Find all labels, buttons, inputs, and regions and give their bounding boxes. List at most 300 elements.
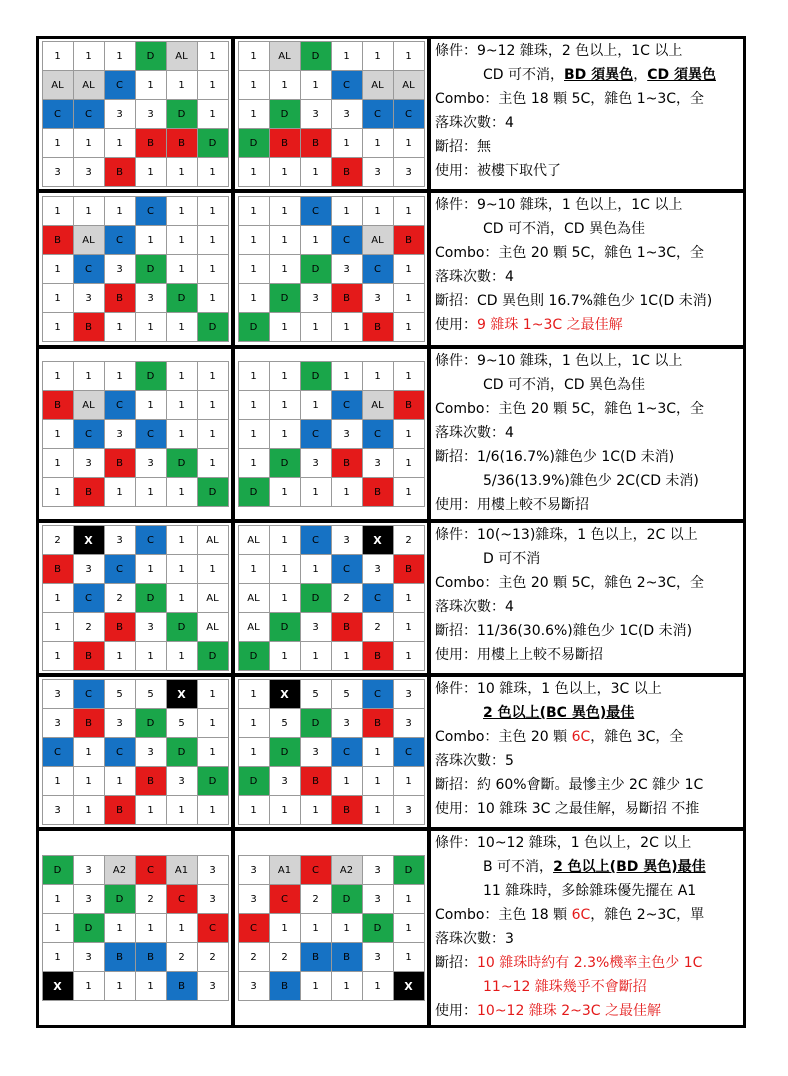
orb-cell: 1 <box>166 158 197 187</box>
grid-row <box>42 158 228 187</box>
orb-cell: D <box>135 709 166 738</box>
orb-cell: 3 <box>393 796 424 825</box>
orb-cell: 2 <box>197 943 228 972</box>
description-line <box>435 159 739 183</box>
orb-cell: 1 <box>393 642 424 671</box>
orb-cell: B <box>135 129 166 158</box>
orb-cell: AL <box>73 391 104 420</box>
orb-cell: 1 <box>166 555 197 584</box>
grid-row <box>42 526 228 555</box>
orb-cell: 1 <box>166 796 197 825</box>
grid-panel-right <box>235 39 427 189</box>
orb-cell: 1 <box>300 71 331 100</box>
orb-cell: 1 <box>362 362 393 391</box>
orb-cell: 1 <box>393 767 424 796</box>
description-line <box>435 39 739 63</box>
orb-cell: 1 <box>73 738 104 767</box>
orb-cell: B <box>269 129 300 158</box>
orb-cell: 3 <box>197 885 228 914</box>
orb-cell: A1 <box>166 856 197 885</box>
orb-cell: 1 <box>331 197 362 226</box>
orb-cell: 1 <box>197 420 228 449</box>
orb-cell: 1 <box>331 42 362 71</box>
grid-row <box>238 767 424 796</box>
orb-cell: D <box>166 613 197 642</box>
grid-row <box>42 767 228 796</box>
orb-cell: 1 <box>238 391 269 420</box>
grid-row <box>42 226 228 255</box>
orb-cell: 3 <box>331 420 362 449</box>
orb-cell: 3 <box>73 856 104 885</box>
orb-cell: 3 <box>362 856 393 885</box>
orb-cell: 1 <box>300 158 331 187</box>
grid-row <box>238 100 424 129</box>
grid-row <box>42 284 228 313</box>
orb-cell: B <box>104 158 135 187</box>
orb-cell: D <box>238 313 269 342</box>
grid-panel-right <box>235 193 427 345</box>
orb-cell: AL <box>73 71 104 100</box>
orb-cell: 2 <box>135 885 166 914</box>
orb-cell: 1 <box>300 555 331 584</box>
orb-cell: AL <box>73 226 104 255</box>
orb-cell: 2 <box>300 885 331 914</box>
description-line <box>435 313 739 337</box>
orb-cell: 1 <box>362 42 393 71</box>
description-line <box>435 975 739 999</box>
orb-cell: 5 <box>135 680 166 709</box>
text-segment: 條件：9~12 雜珠，2 色以上，1C 以上 <box>435 43 683 59</box>
orb-cell: 3 <box>362 885 393 914</box>
grid-panel-right <box>235 831 427 1025</box>
grid-row <box>238 362 424 391</box>
orb-cell: 1 <box>73 129 104 158</box>
orb-cell: 1 <box>393 914 424 943</box>
orb-cell: D <box>135 255 166 284</box>
orb-cell: 1 <box>269 478 300 507</box>
orb-cell: 1 <box>331 362 362 391</box>
orb-cell: C <box>362 584 393 613</box>
orb-cell: 1 <box>269 420 300 449</box>
strategy-section <box>39 193 743 345</box>
orb-cell: 1 <box>104 362 135 391</box>
orb-cell: B <box>166 972 197 1001</box>
grid-row <box>238 680 424 709</box>
orb-cell: 1 <box>238 796 269 825</box>
text-segment: ，雜色 2~3C，單 <box>590 907 705 923</box>
text-segment: 條件：9~10 雜珠，1 色以上，1C 以上 <box>435 197 683 213</box>
orb-cell: C <box>42 100 73 129</box>
orb-cell: 1 <box>362 197 393 226</box>
orb-cell: B <box>331 796 362 825</box>
orb-cell: 1 <box>166 362 197 391</box>
text-segment: 條件：9~10 雜珠，1 色以上，1C 以上 <box>435 353 683 369</box>
orb-cell: 1 <box>197 680 228 709</box>
grid-row <box>42 943 228 972</box>
orb-cell: 1 <box>269 796 300 825</box>
orb-cell: X <box>73 526 104 555</box>
orb-cell: D <box>238 478 269 507</box>
orb-cell: AL <box>362 391 393 420</box>
orb-cell: 1 <box>238 42 269 71</box>
orb-cell: 1 <box>269 555 300 584</box>
strategy-section <box>39 523 743 673</box>
text-segment: 條件：10~12 雜珠，1 色以上，2C 以上 <box>435 835 692 851</box>
orb-cell: B <box>331 449 362 478</box>
orb-cell: 3 <box>269 767 300 796</box>
text-segment: 斷招：1/6(16.7%)雜色少 1C(D 未消) <box>435 449 675 465</box>
description-line <box>435 701 739 725</box>
orb-cell: 1 <box>300 478 331 507</box>
orb-cell: 1 <box>42 284 73 313</box>
orb-cell: 1 <box>42 478 73 507</box>
orb-cell: 1 <box>331 313 362 342</box>
orb-grid-right <box>238 196 425 342</box>
text-segment: 斷招：CD 異色則 16.7%雜色少 1C(D 未消) <box>435 293 713 309</box>
orb-cell: 1 <box>104 129 135 158</box>
orb-cell: 1 <box>238 100 269 129</box>
orb-cell: C <box>73 420 104 449</box>
orb-cell: 1 <box>135 796 166 825</box>
orb-cell: 3 <box>104 709 135 738</box>
orb-cell: C <box>197 914 228 943</box>
grid-row <box>42 313 228 342</box>
orb-cell: 1 <box>269 584 300 613</box>
orb-cell: 1 <box>42 362 73 391</box>
orb-cell: D <box>166 449 197 478</box>
description-line <box>435 879 739 903</box>
orb-cell: 2 <box>166 943 197 972</box>
orb-cell: 1 <box>73 796 104 825</box>
orb-cell: 3 <box>166 767 197 796</box>
orb-cell: B <box>73 709 104 738</box>
text-segment: B 可不消， <box>483 859 554 875</box>
orb-cell: 1 <box>269 642 300 671</box>
orb-cell: 1 <box>393 478 424 507</box>
orb-cell: 1 <box>269 226 300 255</box>
orb-cell: AL <box>238 526 269 555</box>
description-line <box>435 289 739 313</box>
orb-cell: 3 <box>300 613 331 642</box>
orb-grid-right <box>238 525 425 671</box>
description-line <box>435 619 739 643</box>
text-segment: CD 可不消，CD 異色為佳 <box>483 221 646 237</box>
orb-cell: 1 <box>393 613 424 642</box>
orb-cell: C <box>104 738 135 767</box>
orb-cell: 1 <box>166 197 197 226</box>
grid-row <box>42 449 228 478</box>
text-segment: Combo：主色 20 顆 5C，雜色 1~3C，全 <box>435 245 705 261</box>
orb-cell: 1 <box>42 914 73 943</box>
orb-cell: C <box>269 885 300 914</box>
orb-cell: C <box>166 885 197 914</box>
orb-cell: B <box>42 226 73 255</box>
orb-cell: 1 <box>331 972 362 1001</box>
orb-cell: AL <box>269 42 300 71</box>
orb-cell: A2 <box>104 856 135 885</box>
orb-cell: 1 <box>331 129 362 158</box>
strategy-section <box>39 349 743 519</box>
orb-grid-left <box>42 361 229 507</box>
orb-cell: 1 <box>238 284 269 313</box>
orb-cell: X <box>393 972 424 1001</box>
orb-cell: 1 <box>166 642 197 671</box>
orb-cell: C <box>300 420 331 449</box>
description-panel <box>431 39 743 189</box>
orb-cell: 1 <box>393 449 424 478</box>
orb-cell: 3 <box>362 555 393 584</box>
orb-cell: 1 <box>166 391 197 420</box>
text-segment: 落珠次數：4 <box>435 269 514 285</box>
description-line <box>435 547 739 571</box>
orb-cell: B <box>331 158 362 187</box>
orb-cell: 1 <box>238 449 269 478</box>
orb-cell: C <box>362 100 393 129</box>
text-segment: 10~12 雜珠 2~3C 之最佳解 <box>477 1003 662 1019</box>
grid-row <box>238 885 424 914</box>
orb-cell: X <box>166 680 197 709</box>
orb-cell: 3 <box>362 943 393 972</box>
orb-cell: B <box>362 313 393 342</box>
orb-cell: C <box>362 680 393 709</box>
description-line <box>435 265 739 289</box>
orb-cell: C <box>104 555 135 584</box>
orb-cell: 1 <box>238 226 269 255</box>
grid-row <box>238 555 424 584</box>
orb-cell: 3 <box>73 943 104 972</box>
orb-cell: AL <box>197 584 228 613</box>
orb-cell: 3 <box>238 856 269 885</box>
text-segment: 5/36(13.9%)雜色少 2C(CD 未消) <box>483 473 699 489</box>
description-line <box>435 595 739 619</box>
text-segment: 6C <box>571 729 591 745</box>
text-segment: ， <box>633 67 648 83</box>
orb-cell: 1 <box>73 362 104 391</box>
orb-cell: C <box>73 100 104 129</box>
orb-cell: 1 <box>135 642 166 671</box>
text-segment: ，雜色 3C，全 <box>590 729 684 745</box>
orb-cell: B <box>393 391 424 420</box>
orb-cell: 3 <box>135 613 166 642</box>
orb-cell: 1 <box>238 255 269 284</box>
orb-cell: 1 <box>300 796 331 825</box>
orb-cell: 2 <box>393 526 424 555</box>
text-segment: 落珠次數：4 <box>435 115 514 131</box>
orb-grid-left <box>42 855 229 1001</box>
orb-cell: D <box>42 856 73 885</box>
orb-cell: B <box>300 943 331 972</box>
text-segment: Combo：主色 20 顆 <box>435 729 572 745</box>
text-segment: D 可不消 <box>483 551 541 567</box>
orb-cell: D <box>73 914 104 943</box>
orb-cell: 1 <box>362 129 393 158</box>
grid-row <box>42 255 228 284</box>
orb-cell: B <box>73 642 104 671</box>
orb-cell: 2 <box>331 584 362 613</box>
orb-cell: AL <box>362 226 393 255</box>
orb-cell: 1 <box>42 255 73 284</box>
orb-cell: 5 <box>300 680 331 709</box>
grid-row <box>238 642 424 671</box>
grid-row <box>238 943 424 972</box>
orb-cell: C <box>331 226 362 255</box>
strategy-section <box>39 831 743 1025</box>
orb-cell: 1 <box>197 555 228 584</box>
orb-cell: B <box>73 313 104 342</box>
grid-row <box>42 362 228 391</box>
orb-cell: 1 <box>393 420 424 449</box>
orb-cell: D <box>269 284 300 313</box>
grid-row <box>42 680 228 709</box>
orb-cell: C <box>135 420 166 449</box>
orb-cell: 3 <box>42 796 73 825</box>
orb-cell: B <box>300 767 331 796</box>
orb-cell: D <box>300 584 331 613</box>
grid-row <box>42 100 228 129</box>
orb-cell: AL <box>362 71 393 100</box>
orb-cell: 3 <box>393 680 424 709</box>
orb-cell: 1 <box>300 914 331 943</box>
orb-cell: 1 <box>238 197 269 226</box>
orb-cell: D <box>393 856 424 885</box>
orb-cell: B <box>331 284 362 313</box>
text-segment: 落珠次數：4 <box>435 425 514 441</box>
text-segment: 落珠次數：3 <box>435 931 514 947</box>
description-line <box>435 135 739 159</box>
orb-cell: 1 <box>166 526 197 555</box>
orb-cell: D <box>300 255 331 284</box>
grid-row <box>238 42 424 71</box>
orb-cell: 1 <box>393 255 424 284</box>
orb-cell: 1 <box>238 158 269 187</box>
text-segment: 6C <box>571 907 591 923</box>
orb-cell: 1 <box>269 255 300 284</box>
description-line <box>435 469 739 493</box>
orb-cell: X <box>42 972 73 1001</box>
orb-cell: D <box>300 42 331 71</box>
grid-row <box>42 914 228 943</box>
orb-cell: C <box>104 391 135 420</box>
orb-cell: AL <box>166 42 197 71</box>
orb-cell: D <box>197 767 228 796</box>
orb-cell: 1 <box>393 362 424 391</box>
orb-cell: 1 <box>269 526 300 555</box>
orb-cell: 3 <box>197 972 228 1001</box>
orb-cell: 3 <box>135 284 166 313</box>
orb-cell: B <box>135 943 166 972</box>
orb-cell: 1 <box>166 313 197 342</box>
orb-cell: 1 <box>73 197 104 226</box>
text-segment: Combo：主色 20 顆 5C，雜色 2~3C，全 <box>435 575 705 591</box>
orb-cell: 1 <box>42 613 73 642</box>
orb-cell: 1 <box>362 972 393 1001</box>
description-line <box>435 87 739 111</box>
grid-row <box>42 885 228 914</box>
orb-cell: D <box>135 584 166 613</box>
orb-cell: 3 <box>393 709 424 738</box>
orb-cell: 1 <box>331 914 362 943</box>
orb-cell: B <box>104 284 135 313</box>
text-segment: Combo：主色 18 顆 5C，雜色 1~3C，全 <box>435 91 705 107</box>
orb-cell: C <box>331 391 362 420</box>
orb-cell: 1 <box>197 738 228 767</box>
orb-cell: 1 <box>269 313 300 342</box>
orb-cell: 3 <box>300 100 331 129</box>
orb-cell: X <box>362 526 393 555</box>
orb-grid-right <box>238 679 425 825</box>
orb-cell: 1 <box>42 943 73 972</box>
text-segment: 2 色以上(BC 異色)最佳 <box>483 705 635 721</box>
orb-cell: B <box>166 129 197 158</box>
orb-cell: 1 <box>135 478 166 507</box>
grid-row <box>238 972 424 1001</box>
grid-row <box>42 972 228 1001</box>
orb-cell: 3 <box>238 885 269 914</box>
orb-cell: D <box>331 885 362 914</box>
orb-cell: 1 <box>269 362 300 391</box>
grid-row <box>238 313 424 342</box>
orb-cell: 1 <box>362 738 393 767</box>
orb-cell: D <box>104 885 135 914</box>
grid-row <box>238 71 424 100</box>
grid-row <box>238 613 424 642</box>
grid-row <box>42 613 228 642</box>
orb-cell: AL <box>238 584 269 613</box>
text-segment: 使用：用樓上上較不易斷招 <box>435 647 603 663</box>
orb-cell: C <box>135 197 166 226</box>
orb-cell: C <box>362 255 393 284</box>
orb-cell: 1 <box>42 885 73 914</box>
orb-cell: B <box>362 642 393 671</box>
orb-grid-left <box>42 196 229 342</box>
orb-cell: 1 <box>104 914 135 943</box>
orb-cell: 3 <box>393 158 424 187</box>
orb-cell: 1 <box>197 709 228 738</box>
description-line <box>435 725 739 749</box>
orb-cell: C <box>42 738 73 767</box>
description-line <box>435 493 739 517</box>
orb-cell: 1 <box>362 796 393 825</box>
orb-cell: C <box>331 555 362 584</box>
orb-cell: 3 <box>135 738 166 767</box>
orb-cell: B <box>362 478 393 507</box>
text-segment: 使用：被樓下取代了 <box>435 163 561 179</box>
orb-cell: 1 <box>166 71 197 100</box>
orb-cell: 1 <box>135 313 166 342</box>
grid-row <box>238 255 424 284</box>
orb-cell: 1 <box>238 555 269 584</box>
orb-cell: 1 <box>393 197 424 226</box>
orb-cell: 1 <box>238 738 269 767</box>
orb-cell: 3 <box>362 284 393 313</box>
description-line <box>435 373 739 397</box>
orb-cell: 1 <box>238 71 269 100</box>
orb-cell: 1 <box>300 642 331 671</box>
description-panel <box>431 677 743 827</box>
grid-panel-right <box>235 677 427 827</box>
orb-cell: 1 <box>166 255 197 284</box>
orb-cell: D <box>269 449 300 478</box>
grid-row <box>42 584 228 613</box>
orb-cell: 1 <box>135 555 166 584</box>
orb-cell: 3 <box>104 255 135 284</box>
orb-cell: 3 <box>73 555 104 584</box>
orb-grid-right <box>238 361 425 507</box>
orb-cell: 1 <box>269 914 300 943</box>
orb-cell: D <box>300 362 331 391</box>
orb-cell: 1 <box>166 478 197 507</box>
orb-cell: D <box>166 100 197 129</box>
